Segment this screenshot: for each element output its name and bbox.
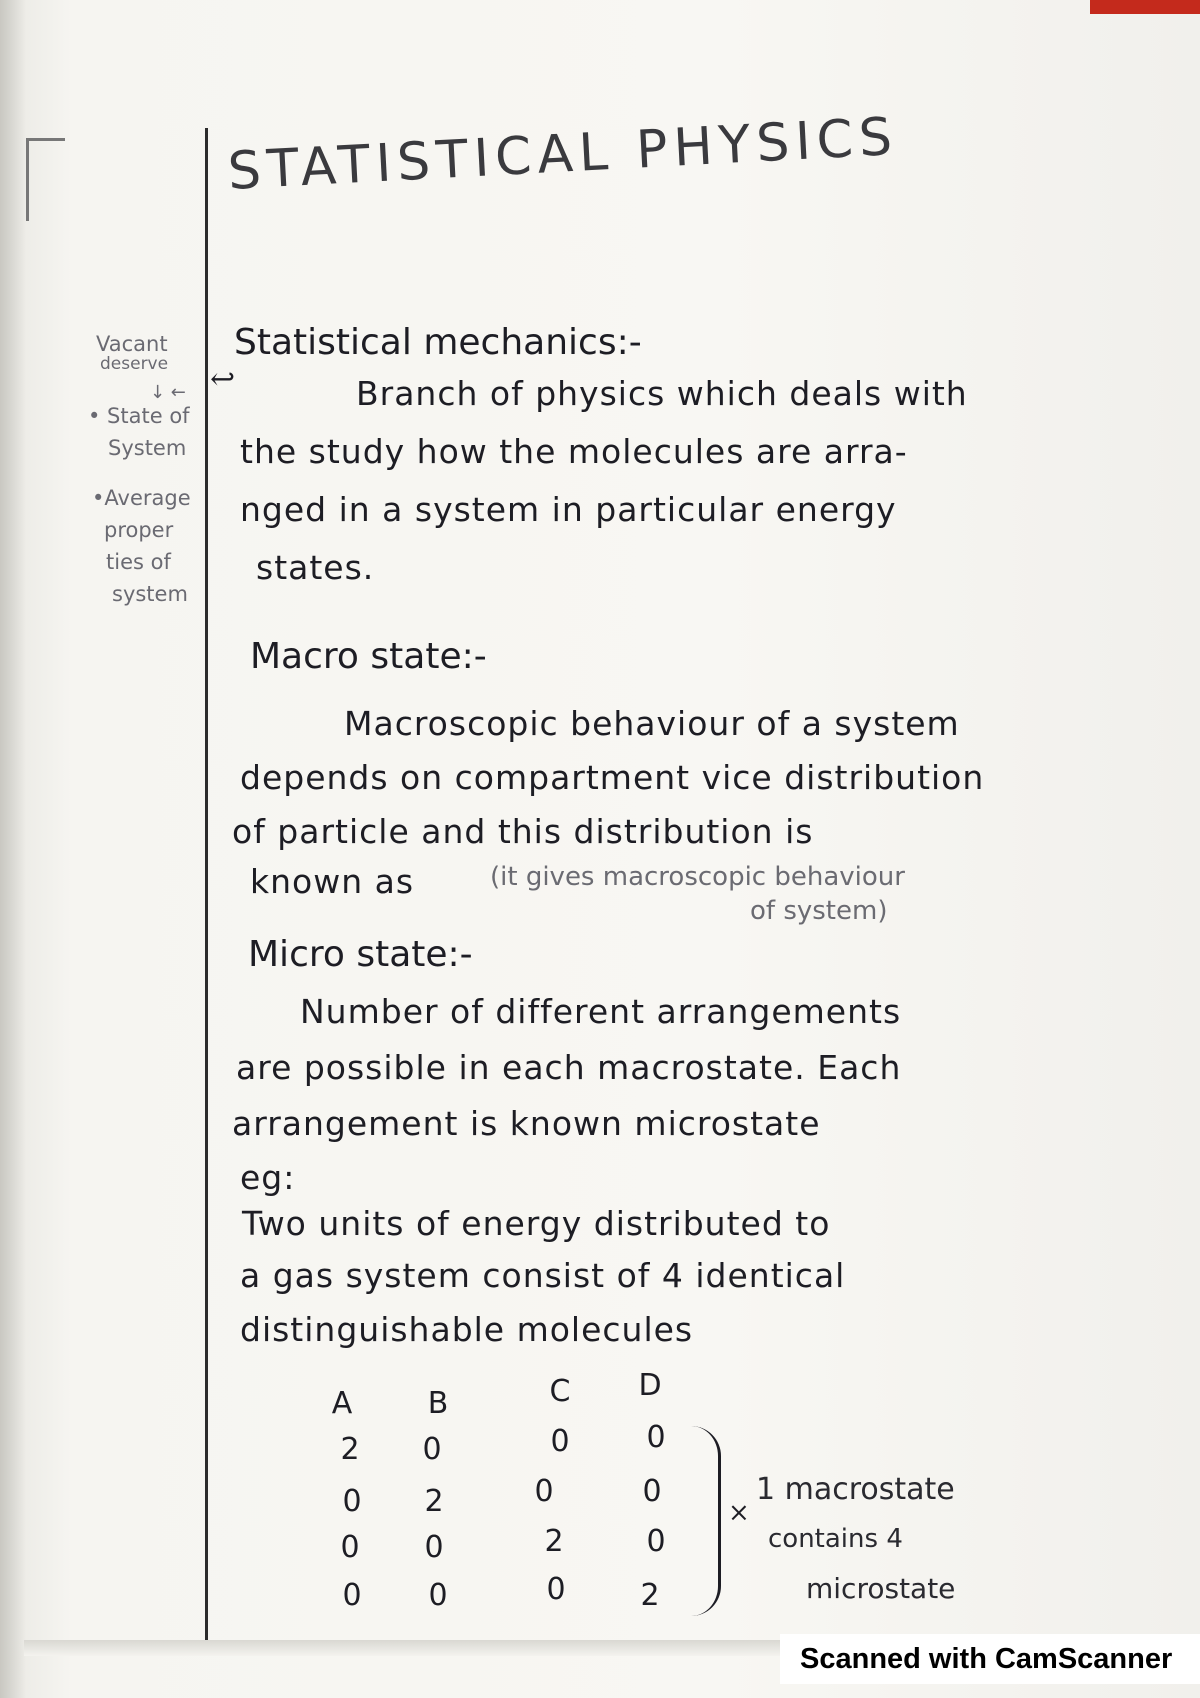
side-note-line: System (108, 436, 187, 460)
body-line: are possible in each macrostate. Each (236, 1048, 902, 1087)
cross-mark: × (728, 1498, 750, 1528)
table-cell: 0 (646, 1524, 666, 1559)
table-cell: 0 (550, 1424, 570, 1459)
body-line: depends on compartment vice distribution (240, 758, 985, 797)
side-note-line: •Average (92, 486, 191, 510)
table-header: D (638, 1368, 662, 1403)
side-note-line: • State of (88, 404, 190, 428)
table-cell: 0 (422, 1432, 442, 1467)
bracket-corner-mark (26, 138, 65, 221)
table-header: A (331, 1386, 353, 1421)
page-fold-shadow (0, 0, 26, 1698)
table-cell: 0 (428, 1578, 448, 1613)
table-cell: 2 (424, 1484, 444, 1519)
section-heading-statistical-mechanics: Statistical mechanics:- (234, 322, 642, 363)
table-cell: 0 (642, 1474, 662, 1509)
table-cell: 2 (340, 1432, 360, 1467)
scanner-watermark: Scanned with CamScanner (780, 1634, 1200, 1684)
example-label: eg: (240, 1158, 296, 1197)
side-note-line: deserve (100, 354, 169, 374)
table-header: B (427, 1386, 449, 1421)
body-line: distinguishable molecules (240, 1310, 694, 1349)
body-line: known as (250, 862, 415, 901)
body-line: Macroscopic behaviour of a system (344, 704, 960, 743)
page-title: STATISTICAL PHYSICS (226, 106, 900, 202)
side-note-arrows: ↓ ← (150, 382, 186, 403)
body-line: Branch of physics which deals with (356, 374, 968, 413)
body-line: nged in a system in particular energy (240, 490, 897, 529)
pencil-note: of system) (750, 896, 888, 926)
table-cell: 0 (534, 1474, 554, 1509)
body-line: the study how the molecules are arra- (240, 432, 908, 471)
body-line: a gas system consist of 4 identical (240, 1256, 846, 1295)
margin-line (205, 128, 208, 1648)
brace-note: microstate (806, 1572, 956, 1605)
section-heading-macro-state: Macro state:- (250, 636, 487, 677)
body-line: states. (256, 548, 375, 587)
body-line: of particle and this distribution is (232, 812, 814, 851)
table-cell: 0 (646, 1420, 666, 1455)
table-cell: 0 (424, 1530, 444, 1565)
curved-arrow-icon: ↩ (210, 362, 236, 397)
body-line: Two units of energy distributed to (242, 1204, 831, 1243)
table-cell: 0 (342, 1484, 362, 1519)
red-corner-mark (1090, 0, 1200, 14)
brace-note: contains 4 (768, 1524, 903, 1554)
curly-brace (690, 1426, 721, 1616)
body-line: arrangement is known microstate (232, 1104, 821, 1143)
table-cell: 2 (640, 1578, 660, 1613)
table-cell: 0 (340, 1530, 360, 1565)
pencil-note: (it gives macroscopic behaviour (490, 862, 905, 892)
table-cell: 0 (546, 1572, 566, 1607)
brace-note: 1 macrostate (756, 1472, 955, 1507)
side-note-line: proper (104, 518, 174, 542)
table-header: C (549, 1374, 571, 1409)
side-note-line: Vacant (96, 332, 168, 356)
body-line: Number of different arrangements (300, 992, 902, 1031)
side-note-line: ties of (106, 550, 171, 574)
section-heading-micro-state: Micro state:- (248, 934, 473, 975)
side-note-line: system (112, 582, 188, 606)
table-cell: 0 (342, 1578, 362, 1613)
table-cell: 2 (544, 1524, 564, 1559)
